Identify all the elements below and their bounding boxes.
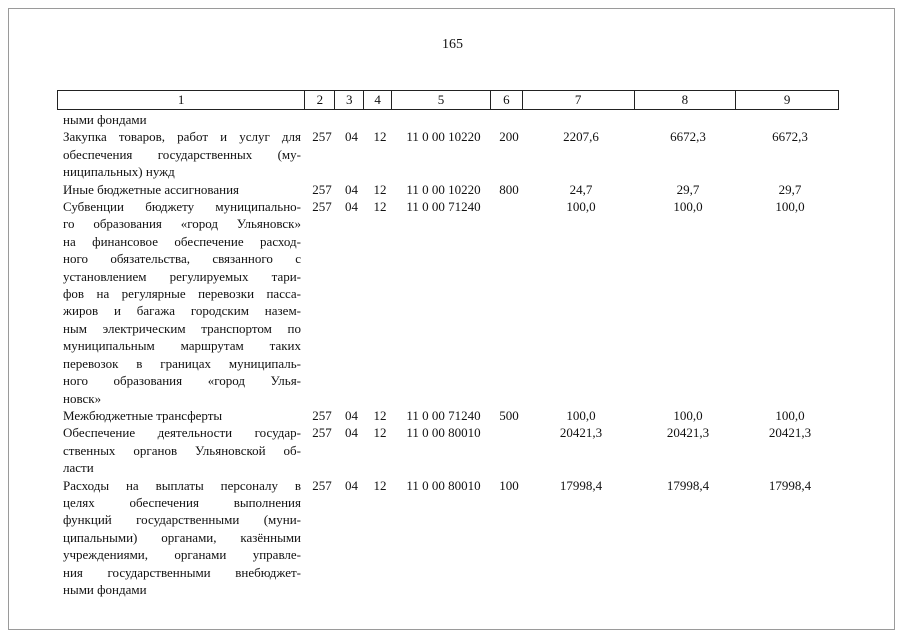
cell-c5: 11 0 00 10220 — [406, 181, 481, 197]
row-name-line: Обеспечение деятельности государ- — [63, 425, 301, 441]
row-name-line: функций государственными (муни- — [63, 512, 301, 528]
cell-c7: 100,0 — [566, 199, 596, 215]
row-name-line: ственных органов Ульяновской об- — [63, 442, 301, 458]
row-name — [63, 181, 301, 198]
row-name-line: ниципальных) нужд — [63, 164, 175, 180]
cell-c4: 12 — [373, 199, 387, 215]
cell-c5: 11 0 00 71240 — [406, 199, 481, 215]
table-row — [63, 198, 843, 407]
cell-c6: 200 — [499, 129, 519, 145]
cell-c3: 04 — [345, 129, 358, 145]
cell-c6 — [493, 111, 525, 128]
table-row — [63, 407, 843, 424]
cell-c9: 29,7 — [778, 181, 802, 197]
row-name-line: Межбюджетные трансферты — [63, 407, 223, 423]
row-name-line: ния государственными внебюджет- — [63, 564, 301, 580]
cell-c8: 100,0 — [673, 407, 703, 423]
table-header-row — [57, 90, 839, 110]
cell-c2: 257 — [312, 199, 332, 215]
row-name-line: ласти — [63, 460, 94, 476]
cell-c7 — [525, 111, 637, 128]
cell-c3: 04 — [345, 425, 358, 441]
row-name-line: ного обязательства, связанного с — [63, 251, 301, 267]
cell-c4: 12 — [373, 129, 387, 145]
row-name-line: жиров и багажа городским назем- — [63, 303, 301, 319]
cell-c8: 29,7 — [676, 181, 700, 197]
row-name-line: ципальными) органами, казёнными — [63, 529, 301, 545]
cell-c9: 100,0 — [775, 199, 805, 215]
row-name-line: перевозок в границах муниципаль- — [63, 355, 301, 371]
cell-c7: 20421,3 — [559, 425, 603, 441]
cell-c5: 11 0 00 80010 — [406, 477, 481, 493]
cell-c3: 04 — [345, 199, 358, 215]
row-name-line: ными фондами — [63, 112, 147, 127]
cell-c9: 100,0 — [775, 407, 805, 423]
cell-c4: 12 — [373, 407, 387, 423]
cell-c4: 12 — [373, 477, 387, 493]
cell-c4 — [366, 111, 394, 128]
row-name — [63, 424, 301, 476]
cell-c8 — [637, 111, 739, 128]
cell-c7: 24,7 — [569, 181, 593, 197]
table-body — [63, 111, 843, 598]
cell-c9: 6672,3 — [772, 129, 808, 145]
header-col-6: 6 — [491, 91, 523, 109]
cell-c3 — [337, 111, 366, 128]
row-name-line: муниципальным маршрутам таких — [63, 338, 301, 354]
page-number: 165 — [442, 37, 463, 52]
cell-c8: 20421,3 — [666, 425, 710, 441]
cell-c5: 11 0 00 10220 — [406, 129, 481, 145]
header-col-7: 7 — [523, 91, 635, 109]
row-name-line: Субвенции бюджету муниципально- — [63, 199, 301, 215]
row-name-line: Закупка товаров, работ и услуг для — [63, 129, 301, 145]
row-name — [63, 111, 301, 128]
header-col-5: 5 — [392, 91, 491, 109]
cell-c2 — [301, 111, 337, 128]
cell-c5: 11 0 00 71240 — [406, 407, 481, 423]
row-name-line: Иные бюджетные ассигнования — [63, 181, 240, 197]
header-col-8: 8 — [635, 91, 737, 109]
cell-c6 — [493, 198, 525, 407]
cell-c8: 6672,3 — [670, 129, 706, 145]
row-name-line: на финансовое обеспечение расход- — [63, 233, 301, 249]
header-col-4: 4 — [364, 91, 392, 109]
cell-c4: 12 — [373, 425, 387, 441]
row-name-line: фов на регулярные перевозки пасса- — [63, 286, 301, 302]
cell-c2: 257 — [312, 181, 332, 197]
header-col-2: 2 — [305, 91, 335, 109]
cell-c8: 17998,4 — [666, 477, 710, 493]
header-col-3: 3 — [335, 91, 364, 109]
cell-c7: 17998,4 — [559, 477, 603, 493]
cell-c3: 04 — [345, 181, 358, 197]
row-name-line: го образования «город Ульяновск» — [63, 216, 301, 232]
row-name — [63, 407, 301, 424]
cell-c9: 17998,4 — [768, 477, 812, 493]
cell-c8: 100,0 — [673, 199, 703, 215]
cell-c6: 800 — [499, 181, 519, 197]
cell-c6 — [493, 424, 525, 476]
header-col-1: 1 — [58, 91, 305, 109]
cell-c7: 2207,6 — [563, 129, 599, 145]
table-row — [63, 424, 843, 476]
row-name-line: новск» — [63, 390, 102, 406]
cell-c2: 257 — [312, 477, 332, 493]
row-name-line: установлением регулируемых тари- — [63, 268, 301, 284]
table-row — [63, 181, 843, 198]
row-name-line: ного образования «город Улья- — [63, 373, 301, 389]
row-name-line: обеспечения государственных (му- — [63, 146, 301, 162]
cell-c9 — [739, 111, 841, 128]
table-row — [63, 128, 843, 180]
row-name-line: учреждениями, органами управле- — [63, 547, 301, 563]
cell-c6: 500 — [499, 407, 519, 423]
cell-c2: 257 — [312, 407, 332, 423]
row-name — [63, 198, 301, 407]
cell-c7: 100,0 — [566, 407, 596, 423]
row-name-line: Расходы на выплаты персоналу в — [63, 477, 301, 493]
cell-c6: 100 — [499, 477, 519, 493]
cell-c4: 12 — [373, 181, 387, 197]
row-name-line: ным электрическим транспортом по — [63, 320, 301, 336]
table-row — [63, 477, 843, 599]
cell-c2: 257 — [312, 129, 332, 145]
row-name — [63, 128, 301, 180]
row-name — [63, 477, 301, 599]
cell-c5 — [394, 111, 493, 128]
cell-c9: 20421,3 — [768, 425, 812, 441]
cell-c3: 04 — [345, 477, 358, 493]
cell-c5: 11 0 00 80010 — [406, 425, 481, 441]
cell-c3: 04 — [345, 407, 358, 423]
row-name-line: ными фондами — [63, 581, 147, 597]
cell-c2: 257 — [312, 425, 332, 441]
header-col-9: 9 — [783, 92, 791, 107]
table-row — [63, 111, 843, 128]
row-name-line: целях обеспечения выполнения — [63, 494, 301, 510]
